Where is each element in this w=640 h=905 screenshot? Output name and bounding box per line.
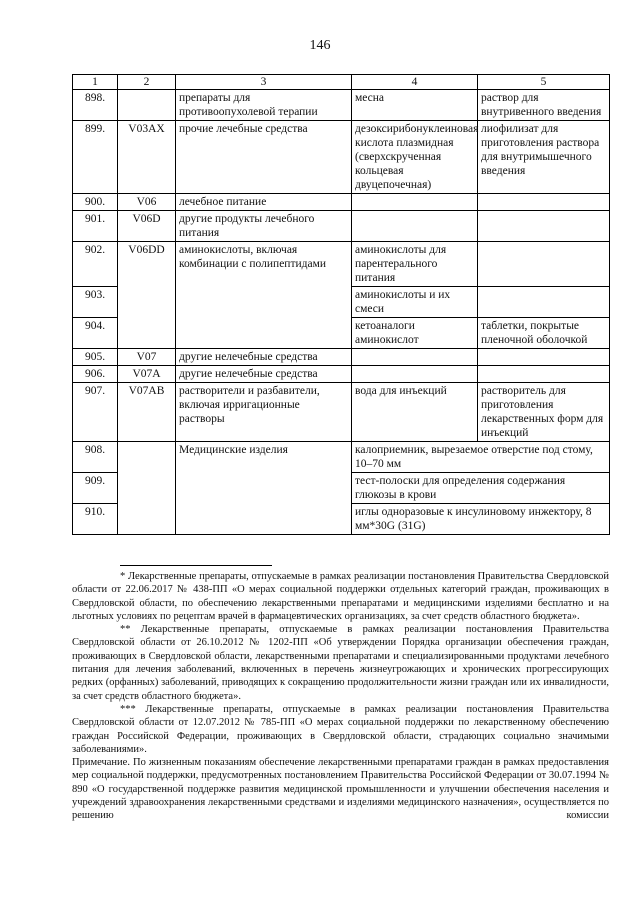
atc-group: лечебное питание [176,194,352,211]
table-row [73,121,610,194]
table-row [73,366,610,383]
row-number: 901. [73,211,118,242]
row-number: 902. [73,242,118,287]
atc-group: другие продукты лечебного питания [176,211,352,242]
dosage-form [478,194,610,211]
footnote-2: ** Лекарственные препараты, отпускаемые в рамках реализации постановления Правительства Свердловской области от 26.10.2012 № 1202-ПП «Об утверждении Порядка организации обеспечения граждан, проживающих в Свердловской области, лекарственными препаратами и специализированными продуктами лечебного питания для лечения заболеваний, включенных в перечень жизнеугрожающих и хронических прогрессирующих редких (орфанных) заболеваний, приводящих к сокращению продолжительности жизни граждан или их инвалидности, за счет средств областного бюджета». [72,624,609,702]
atc-code: V06D [118,211,176,242]
row-number: 908. [73,442,118,473]
row-number: 904. [73,318,118,349]
table-header-row [73,75,610,90]
row-number: 907. [73,383,118,442]
atc-group: другие нелечебные средства [176,366,352,383]
dosage-form: таблетки, покрытые пленочной оболочкой [478,318,610,349]
row-number: 910. [73,504,118,535]
header-cell: 4 [352,75,478,90]
dosage-form [478,287,610,318]
atc-group: препараты для противоопухолевой терапии [176,90,352,121]
row-number: 905. [73,349,118,366]
medical-device: иглы одноразовые к инсулиновому инжектору, 8 мм*30G (31G) [352,504,610,535]
dosage-form [478,211,610,242]
page-number: 146 [309,38,331,53]
atc-code: V07A [118,366,176,383]
table-row [73,442,610,473]
substance: аминокислоты для парентерального питания [352,242,478,287]
row-number: 900. [73,194,118,211]
atc-group: растворители и разбавители, включая ирригационные растворы [176,383,352,442]
row-number: 899. [73,121,118,194]
footnote-3: *** Лекарственные препараты, отпускаемые в рамках реализации постановления Правительства Свердловской области от 12.07.2012 № 785-ПП «О мерах социальной поддержки по лекарственному обеспечению граждан Российской Федерации, проживающих в Свердловской области, страдающих социально значимыми заболеваниями». [72,703,609,755]
dosage-form [478,349,610,366]
row-number: 906. [73,366,118,383]
header-cell: 1 [73,75,118,90]
table-row [73,90,610,121]
header-cell: 3 [176,75,352,90]
table-row [73,383,610,442]
atc-group: аминокислоты, включая комбинации с полипептидами [176,242,352,349]
atc-code: V06DD [118,242,176,349]
table-row [73,194,610,211]
atc-code: V03AX [118,121,176,194]
header-cell: 2 [118,75,176,90]
atc-group: прочие лечебные средства [176,121,352,194]
dosage-form [478,242,610,287]
substance: месна [352,90,478,121]
footnote-separator [120,565,272,566]
footnotes [72,570,609,823]
dosage-form: лиофилизат для приготовления раствора для внутримышечного введения [478,121,610,194]
note-paragraph: Примечание. По жизненным показаниям обеспечение лекарственными препаратами граждан в рамках предоставления мер социальной поддержки, предусмотренных постановлением Правительства Российской Федерации от 30.07.1994 № 890 «О государственной поддержке развития медицинской промышленности и улучшении обеспечения населения и учреждений здравоохранения лекарственными средствами и изделиями медицинского назначения», осуществляется по решению комиссии [72,757,609,822]
substance [352,349,478,366]
atc-group: Медицинские изделия [176,442,352,535]
table-row [73,211,610,242]
substance [352,194,478,211]
medical-device: калоприемник, вырезаемое отверстие под стому, 10–70 мм [352,442,610,473]
atc-code: V06 [118,194,176,211]
atc-code: V07AB [118,383,176,442]
row-number: 898. [73,90,118,121]
table-row [73,242,610,287]
substance [352,211,478,242]
header-cell: 5 [478,75,610,90]
dosage-form: растворитель для приготовления лекарственных форм для инъекций [478,383,610,442]
atc-code [118,90,176,121]
dosage-form: раствор для внутривенного введения [478,90,610,121]
medical-device: тест-полоски для определения содержания глюкозы в крови [352,473,610,504]
row-number: 909. [73,473,118,504]
atc-code: V07 [118,349,176,366]
substance: вода для инъекций [352,383,478,442]
table-row [73,349,610,366]
footnote-1: * Лекарственные препараты, отпускаемые в рамках реализации постановления Правительства Свердловской области от 22.06.2017 № 438-ПП «О мерах социальной поддержки отдельных категорий граждан, проживающих в Свердловской области, по обеспечению лекарственными препаратами и медицинскими изделиями бесплатно и на льготных условиях по рецептам врачей в фармацевтических организациях, за счет средств областного бюджета». [72,571,609,622]
substance: аминокислоты и их смеси [352,287,478,318]
atc-group: другие нелечебные средства [176,349,352,366]
substance [352,366,478,383]
dosage-form [478,366,610,383]
substance: кетоаналоги аминокислот [352,318,478,349]
row-number: 903. [73,287,118,318]
substance: дезоксирибонуклеиновая кислота плазмидная (сверхскрученная кольцевая двуцепочечная) [352,121,478,194]
atc-code [118,442,176,535]
medicines-table [72,74,610,535]
